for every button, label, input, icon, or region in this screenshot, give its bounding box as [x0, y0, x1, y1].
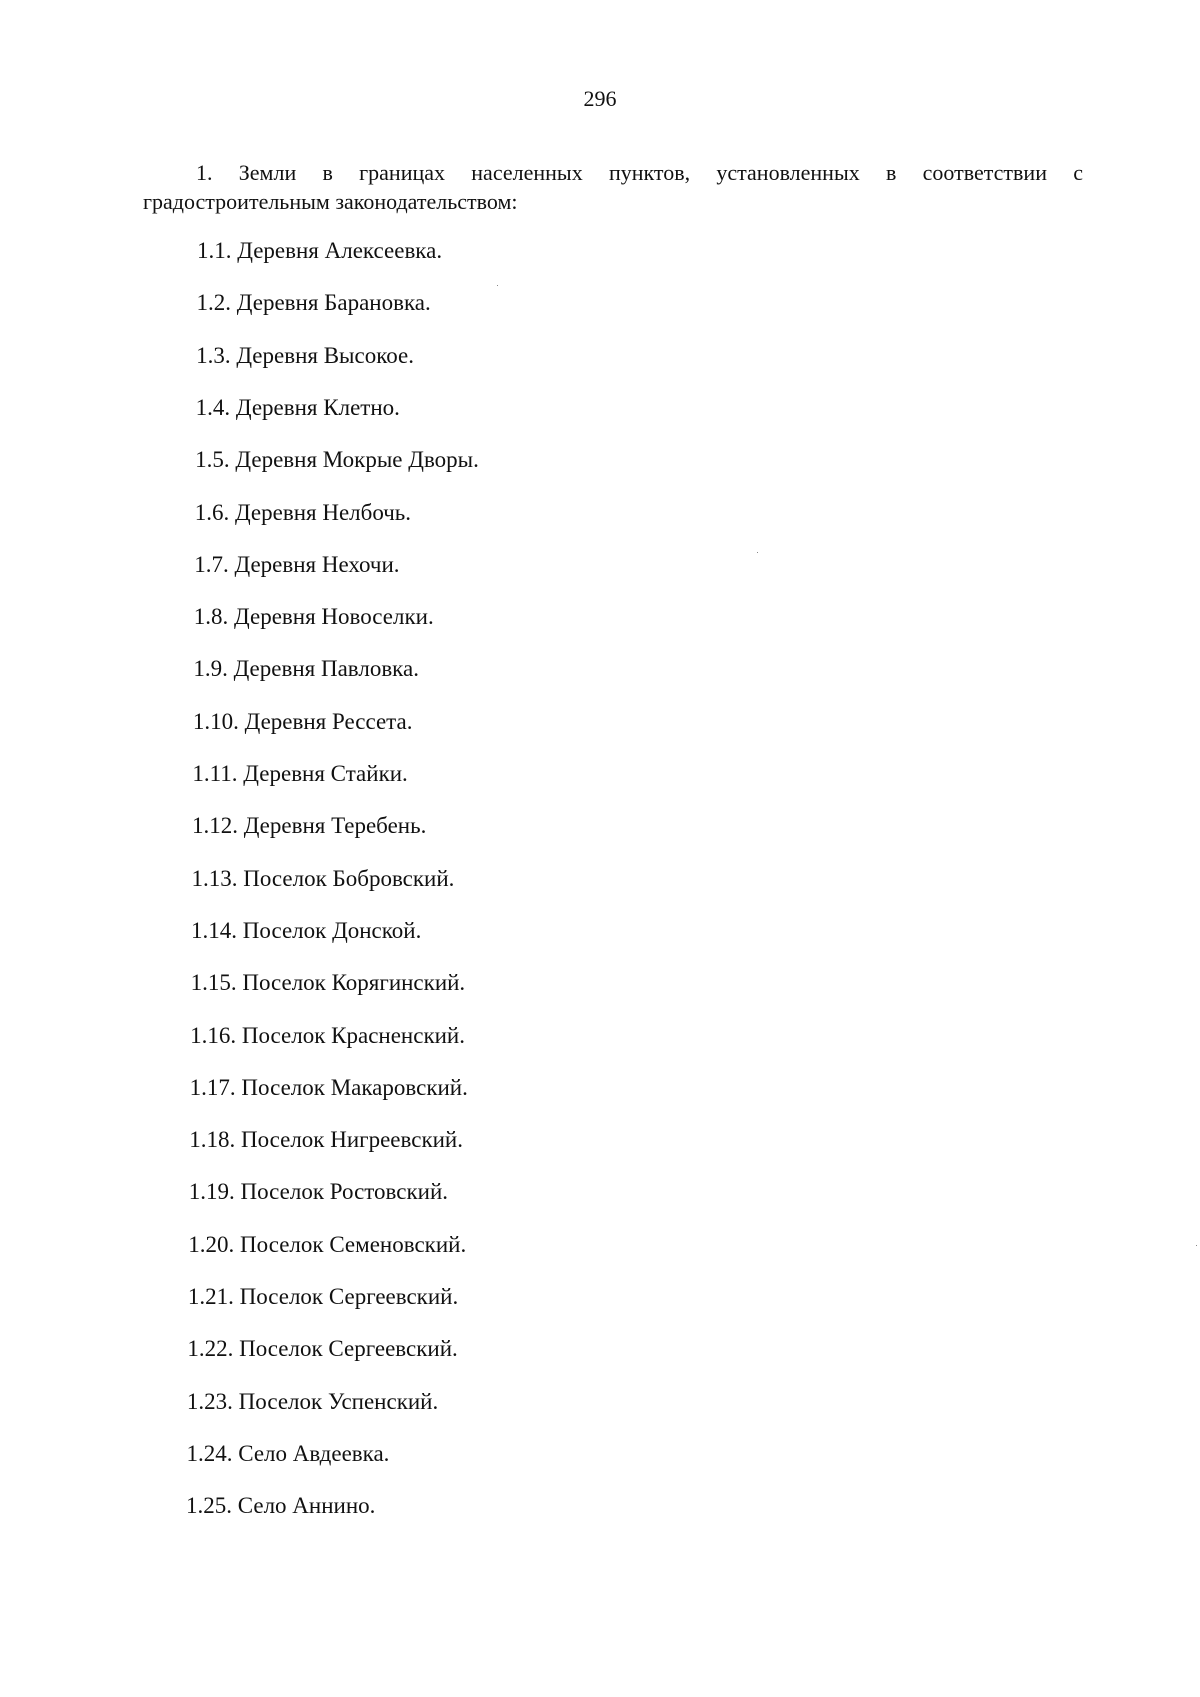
page-number: 296: [583, 86, 617, 111]
list-item: 1.23. Поселок Успенский.: [186, 1388, 439, 1414]
intro-paragraph: 1. Земли в границах населенных пунктов, установленных в соответствии с градостроительным законодательством:: [143, 160, 1083, 214]
list-item: 1.6. Деревня Нелбочь.: [194, 499, 412, 525]
list-item: 1.13. Поселок Бобровский.: [191, 865, 455, 891]
list-item: 1.25. Село Аннино.: [186, 1493, 376, 1519]
list-item: 1.5. Деревня Мокрые Дворы.: [195, 447, 479, 473]
list-item: 1.19. Поселок Ростовский.: [188, 1179, 449, 1205]
list-item: 1.22. Поселок Сергеевский.: [187, 1336, 458, 1362]
list-item: 1.24. Село Авдеевка.: [186, 1440, 390, 1466]
scan-speck: [497, 285, 498, 286]
list-item: 1.21. Поселок Сергеевский.: [187, 1284, 459, 1309]
list-item: 1.18. Поселок Нигреевский.: [189, 1127, 463, 1153]
list-item: 1.2. Деревня Барановка.: [196, 290, 431, 316]
list-item: 1.11. Деревня Стайки.: [192, 761, 408, 786]
list-item: 1.14. Поселок Донской.: [191, 917, 422, 943]
list-item: 1.12. Деревня Теребень.: [191, 813, 427, 839]
list-item: 1.16. Поселок Красненский.: [190, 1022, 465, 1048]
list-item: 1.1. Деревня Алексеевка.: [197, 238, 443, 263]
list-item: 1.17. Поселок Макаровский.: [189, 1074, 468, 1100]
list-item: 1.20. Поселок Семеновский.: [188, 1231, 467, 1257]
list-item: 1.9. Деревня Павловка.: [193, 656, 419, 682]
scan-speck: [1196, 1245, 1197, 1246]
list-item: 1.15. Поселок Корягинский.: [190, 970, 466, 996]
list-item: 1.8. Деревня Новоселки.: [193, 604, 434, 630]
list-item: 1.10. Деревня Рессета.: [192, 708, 413, 734]
list-item: 1.4. Деревня Клетно.: [195, 394, 400, 420]
list-item: 1.3. Деревня Высокое.: [196, 342, 414, 368]
scan-speck: [757, 552, 758, 553]
list-item: 1.7. Деревня Нехочи.: [194, 551, 400, 577]
